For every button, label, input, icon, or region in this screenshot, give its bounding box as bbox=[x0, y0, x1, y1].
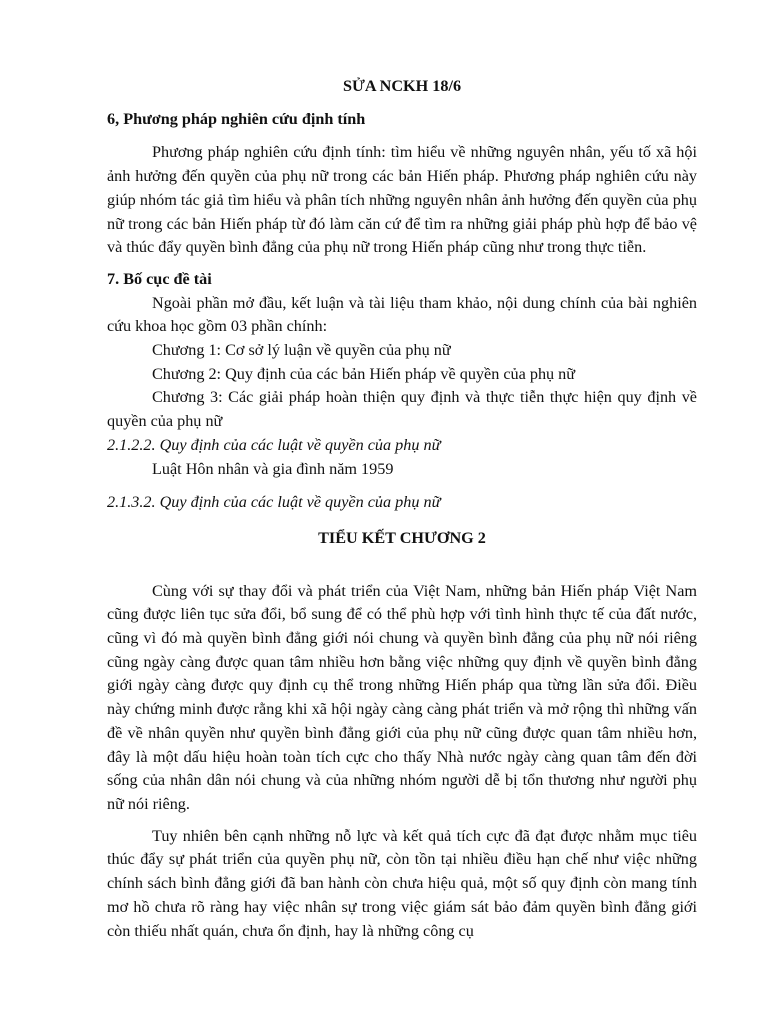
summary-paragraph-2: Tuy nhiên bên cạnh những nỗ lực và kết quả tích cực đã đạt được nhằm mục tiêu thúc đẩy sự phát triển của quyền phụ nữ, còn tồn tại nhiều điều hạn chế như việc những chính sách bình đẳng giới đã ban hành còn chưa hiệu quả, một số quy định còn mang tính mơ hồ chưa rõ ràng hay việc nhân sự trong việc giám sát bảo đảm quyền bình đẳng giới còn thiếu nhất quán, chưa ổn định, hay là những công cụ bbox=[107, 826, 697, 940]
section-7-heading: 7. Bố cục đề tài bbox=[107, 269, 212, 288]
chapter-2-item: Chương 2: Quy định của các bản Hiến pháp về quyền của phụ nữ bbox=[152, 364, 576, 383]
chapter-3-item: Chương 3: Các giải pháp hoàn thiện quy định và thực tiễn thực hiện quy định về quyền của phụ nữ bbox=[107, 388, 697, 431]
marriage-law-line: Luật Hôn nhân và gia đình năm 1959 bbox=[152, 459, 394, 478]
section-7-intro: Ngoài phần mở đầu, kết luận và tài liệu tham khảo, nội dung chính của bài nghiên cứu khoa học gồm 03 phần chính: bbox=[107, 293, 697, 336]
document-page bbox=[107, 75, 697, 943]
chapter-1-item: Chương 1: Cơ sở lý luận về quyền của phụ nữ bbox=[152, 341, 451, 360]
section-6-heading: 6, Phương pháp nghiên cứu định tính bbox=[107, 109, 366, 128]
summary-paragraph-1: Cùng với sự thay đổi và phát triển của Việt Nam, những bản Hiến pháp Việt Nam cũng được liên tục sửa đổi, bổ sung để có thể phù hợp với tình hình thực tế của đất nước, cũng vì đó mà quyền bình đẳng giới nói chung và quyền bình đẳng của phụ nữ nói riêng cũng ngày càng được quan tâm nhiều hơn bằng việc những quy định về quyền bình đẳng giới ngày càng được quy định cụ thể trong những Hiến pháp qua từng lần sửa đổi. Điều này chứng minh được rằng khi xã hội ngày càng càng phát triển và mở rộng thì những vấn đề về nhân quyền như quyền bình đẳng giới của phụ nữ cũng được quan tâm nhiều hơn, đây là một dấu hiệu hoàn toàn tích cực cho thấy Nhà nước ngày càng quan tâm đến đời sống của nhân dân nói chung và của những nhóm người dễ bị tổn thương như người phụ nữ nói riêng. bbox=[107, 581, 697, 813]
subsection-2-1-3-2-heading: 2.1.3.2. Quy định của các luật về quyền của phụ nữ bbox=[107, 493, 441, 512]
document-title: SỬA NCKH 18/6 bbox=[342, 77, 462, 95]
chapter-summary-heading: TIỂU KẾT CHƯƠNG 2 bbox=[318, 528, 486, 547]
section-6-paragraph: Phương pháp nghiên cứu định tính: tìm hiểu về những nguyên nhân, yếu tố xã hội ảnh hưởng đến quyền của phụ nữ trong các bản Hiến pháp. Phương pháp nghiên cứu này giúp nhóm tác giả tìm hiểu và phân tích những nguyên nhân ảnh hưởng đến quyền của phụ nữ trong các bản Hiến pháp từ đó làm căn cứ để tìm ra những giải pháp phù hợp để bảo vệ và thúc đẩy quyền bình đẳng của phụ nữ trong Hiến pháp cũng như trong thực tiễn. bbox=[107, 143, 697, 257]
subsection-2-1-2-2-heading: 2.1.2.2. Quy định của các luật về quyền của phụ nữ bbox=[107, 435, 441, 454]
